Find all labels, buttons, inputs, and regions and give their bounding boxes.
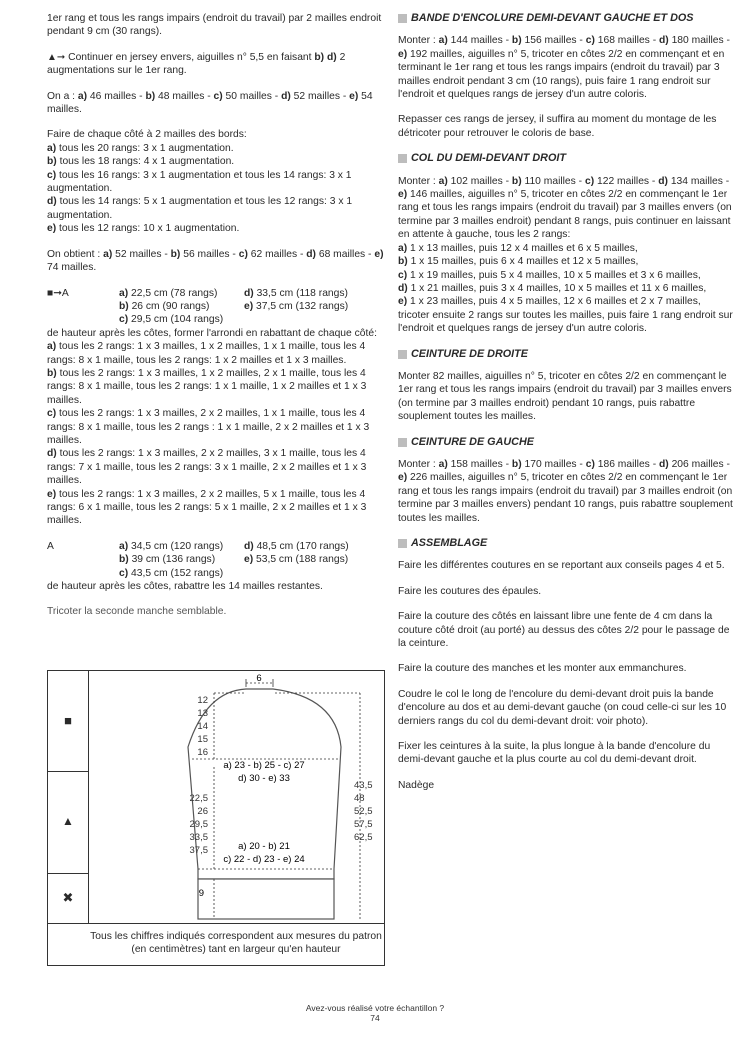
table-cell: d) 48,5 cm (170 rangs) <box>244 540 349 552</box>
table-cell: b) 39 cm (136 rangs) <box>119 554 216 566</box>
list-line: e) tous les 12 rangs: 10 x 1 augmentation. <box>47 223 240 235</box>
upper-width-label: d) 30 - e) 33 <box>238 773 290 784</box>
cap-height-label: 15 <box>197 734 208 745</box>
sleeve-shape <box>88 671 384 923</box>
list-line: b) tous les 18 rangs: 4 x 1 augmentation. <box>47 156 235 168</box>
cap-height-label: 16 <box>197 747 208 758</box>
list-line: c) tous les 16 rangs: 3 x 1 augmentation et tous les 14 rangs: 3 x 1 augmentation. <box>47 169 352 195</box>
cross-symbol-icon: ✖ <box>62 890 74 906</box>
section-heading: CEINTURE DE DROITE <box>398 348 736 361</box>
top-width-label: 6 <box>256 673 262 684</box>
cap-height-label: 14 <box>197 721 208 732</box>
list-line: d) tous les 14 rangs: 5 x 1 augmentation et tous les 12 rangs: 3 x 1 augmentation. <box>47 196 353 221</box>
heading-square-icon <box>398 438 407 447</box>
paragraph: Monter 82 mailles, aiguilles n° 5, tricoter en côtes 2/2 en commençant le 1er rang et tous les rangs impairs (endroit du travail) par 3 mailles envers (on termine par 3 mailles endroit) pendant 10 rangs, puis rabattre souplement toutes les mailles. <box>398 370 732 423</box>
increase-list <box>47 142 387 236</box>
table-cell: b) 26 cm (90 rangs) <box>119 300 210 312</box>
triangle-arrow-icon: ▲➞ <box>47 51 66 63</box>
paragraph: Faire de chaque côté à 2 mailles des bords: <box>47 129 247 141</box>
heading-square-icon <box>398 14 407 23</box>
paragraph: Tricoter la seconde manche semblable. <box>47 606 227 618</box>
footer-question: Avez-vous réalisé votre échantillon ? <box>305 1003 445 1013</box>
list-line: c) tous les 2 rangs: 1 x 3 mailles, 2 x 2 mailles, 1 x 1 maille, tous les 4 rangs: 8 x 1 maille, tous les 2 rangs : 1 x 1 maille, 2 x 2 mailles et 1 x 3 mailles. <box>47 408 370 446</box>
paragraph: Fixer les ceintures à la suite, la plus longue à la bande d'encolure du demi-devant gauche et la plus courte au col du demi-devant droit. <box>398 741 711 766</box>
table-cell: e) 37,5 cm (132 rangs) <box>244 300 349 312</box>
page-number: 74 <box>370 1013 380 1023</box>
list-line: c) 1 x 19 mailles, puis 5 x 4 mailles, 10 x 5 mailles et 3 x 6 mailles, <box>398 269 701 281</box>
triangle-symbol-icon: ▲ <box>48 771 88 874</box>
paragraph: Monter : a) 102 mailles - b) 110 mailles - c) 122 mailles - d) 134 mailles - e) 146 mailles, aiguilles n° 5, tricoter en côtes 2/2 en commençant le 1er rang et tous les rangs impairs (endroit du travail) par 3 mailles envers (on termine par 3 mailles endroit) pendant 8 rangs, puis continuer en laissant en attente à gauche, tous les 2 rangs: <box>398 175 732 241</box>
symbol-column <box>48 671 89 923</box>
paragraph: On a : a) 46 mailles - b) 48 mailles - c) 50 mailles - d) 52 mailles - e) 54 mailles. <box>47 90 373 116</box>
mid-height-label: 33,5 <box>189 832 208 843</box>
diagram-caption: Tous les chiffres indiqués correspondent aux mesures du patron (en centimètres) tant en largeur qu'en hauteur <box>48 923 384 965</box>
paragraph: Faire les différentes coutures en se reportant aux conseils pages 4 et 5. <box>398 560 725 572</box>
lower-width-label: c) 22 - d) 23 - e) 24 <box>223 854 305 865</box>
left-column <box>47 12 387 631</box>
list-line: a) tous les 20 rangs: 3 x 1 augmentation. <box>47 142 234 154</box>
right-column <box>398 12 736 804</box>
height-table-2 <box>47 540 387 580</box>
paragraph: Faire la couture des manches et les monter aux emmanchures. <box>398 663 687 675</box>
lower-width-label: a) 20 - b) 21 <box>238 841 290 852</box>
mid-height-label: 26 <box>197 806 208 817</box>
cap-height-label: 13 <box>197 708 208 719</box>
rib-height-label: 9 <box>198 888 204 899</box>
list-line: e) tous les 2 rangs: 1 x 3 mailles, 2 x 2 mailles, 5 x 1 maille, tous les 4 rangs: 6 x 1 maille, tous les 2 rangs: 5 x 1 maille, 2 x 2 mailles et 1 x 3 mailles. <box>47 488 367 527</box>
table-label: A <box>47 540 54 552</box>
paragraph: de hauteur après les côtes, rabattre les 14 mailles restantes. <box>47 581 323 593</box>
table-cell: a) 22,5 cm (78 rangs) <box>119 287 218 299</box>
paragraph: Coudre le col le long de l'encolure du demi-devant droit puis la bande d'encolure au dos et au demi-devant gauche (on coud celle-ci sur les 10 derniers rangs du col du demi-devant droit: voir photo). <box>398 688 727 727</box>
paragraph: Monter : a) 158 mailles - b) 170 mailles - c) 186 mailles - d) 206 mailles - e) 226 mailles, aiguilles n° 5, tricoter en côtes 2/2 en commençant le 1er rang et tous les rangs impairs (endroit du travail) par 3 mailles endroit (on termine par 3 mailles envers) pendant 10 rangs, puis rabattre souplement toutes les mailles. <box>398 458 733 524</box>
table-cell: a) 34,5 cm (120 rangs) <box>119 540 224 552</box>
list-line: b) 1 x 15 mailles, puis 6 x 4 mailles et 12 x 5 mailles, <box>398 256 639 268</box>
paragraph: de hauteur après les côtes, former l'arrondi en rabattant de chaque côté: <box>47 327 377 339</box>
section-heading: COL DU DEMI-DEVANT DROIT <box>398 152 736 165</box>
table-cell: c) 43,5 cm (152 rangs) <box>119 567 224 579</box>
table-label: ■➞A <box>47 287 69 299</box>
total-height-label: 57,5 <box>354 819 373 830</box>
paragraph: ▲➞ Continuer en jersey envers, aiguilles n° 5,5 en faisant b) d) 2 augmentations sur le 1er rang. <box>47 51 346 77</box>
list-line: b) tous les 2 rangs: 1 x 3 mailles, 1 x 2 mailles, 2 x 1 maille, tous les 4 rangs: 8 x 1 maille, tous les 2 rangs: 1 x 1 maille, 1 x 2 mailles et 1 x 3 mailles. <box>47 367 367 406</box>
section-heading: BANDE D'ENCOLURE DEMI-DEVANT GAUCHE ET DOS <box>398 12 736 25</box>
paragraph: Monter : a) 144 mailles - b) 156 mailles - c) 168 mailles - d) 180 mailles - e) 192 mailles, aiguilles n° 5, tricoter en côtes 2/2 en commençant et en terminant le 1er rang et tous les rangs impairs (endroit du travail) par 3 mailles endroit pendant 3 cm (10 rangs), puis faire 1 rang endroit sur l'endroit et quelques rangs de jersey d'un autre coloris. <box>398 35 730 101</box>
paragraph: Faire la couture des côtés en laissant libre une fente de 4 cm dans la couture côté droit (au porté) au dessus des côtes 2/2 pour le passage de la ceinture. <box>398 611 730 650</box>
total-height-label: 52,5 <box>354 806 373 817</box>
heading-square-icon <box>398 350 407 359</box>
paragraph: tricoter ensuite 2 rangs sur toutes les mailles, puis faire 1 rang endroit sur l'endroit et quelques rangs de jersey d'un autre coloris. <box>398 309 733 335</box>
table-cell: d) 33,5 cm (118 rangs) <box>244 287 348 299</box>
list-line: d) 1 x 21 mailles, puis 3 x 4 mailles, 10 x 5 mailles et 11 x 6 mailles, <box>398 282 707 294</box>
list-line: a) tous les 2 rangs: 1 x 3 mailles, 1 x 2 mailles, 1 x 1 maille, tous les 4 rangs: 8 x 1 maille, tous les 2 rangs: 1 x 2 mailles et 1 x 3 mailles. <box>47 341 366 366</box>
paragraph: On obtient : a) 52 mailles - b) 56 mailles - c) 62 mailles - d) 68 mailles - e) 74 mailles. <box>47 248 384 274</box>
page-footer <box>0 1003 750 1023</box>
paragraph: 1er rang et tous les rangs impairs (endroit du travail) par 2 mailles endroit pendant 9 cm (30 rangs). <box>47 13 382 38</box>
heading-square-icon <box>398 539 407 548</box>
paragraph: Repasser ces rangs de jersey, il suffira au moment du montage de les détricoter pour retrouver le coloris de base. <box>398 114 717 139</box>
list-line: a) 1 x 13 mailles, puis 12 x 4 mailles et 6 x 5 mailles, <box>398 242 638 254</box>
cap-height-label: 12 <box>197 695 208 706</box>
decrease-list <box>47 340 387 528</box>
total-height-label: 48 <box>354 793 365 804</box>
list-line: d) tous les 2 rangs: 1 x 3 mailles, 2 x 2 mailles, 3 x 1 maille, tous les 4 rangs: 7 x 1 maille, tous les 2 rangs: 3 x 1 maille, 2 x 2 mailles et 1 x 3 mailles. <box>47 448 367 487</box>
signature: Nadège <box>398 779 435 791</box>
upper-width-label: a) 23 - b) 25 - c) 27 <box>223 760 305 771</box>
stitch-list <box>398 242 736 309</box>
mid-height-label: 37,5 <box>189 845 208 856</box>
sleeve-diagram <box>47 670 385 966</box>
table-cell: e) 53,5 cm (188 rangs) <box>244 554 349 566</box>
table-cell: c) 29,5 cm (104 rangs) <box>119 314 224 326</box>
list-line: e) 1 x 23 mailles, puis 4 x 5 mailles, 12 x 6 mailles et 2 x 7 mailles, <box>398 296 701 308</box>
section-heading: CEINTURE DE GAUCHE <box>398 436 736 449</box>
heading-square-icon <box>398 154 407 163</box>
mid-height-label: 22,5 <box>189 793 208 804</box>
square-symbol-icon: ■ <box>48 671 88 772</box>
total-height-label: 62,5 <box>354 832 373 843</box>
height-table-1 <box>47 287 387 327</box>
paragraph: Faire les coutures des épaules. <box>398 585 542 597</box>
mid-height-label: 29,5 <box>189 819 208 830</box>
section-heading: ASSEMBLAGE <box>398 537 736 550</box>
total-height-label: 43,5 <box>354 780 373 791</box>
